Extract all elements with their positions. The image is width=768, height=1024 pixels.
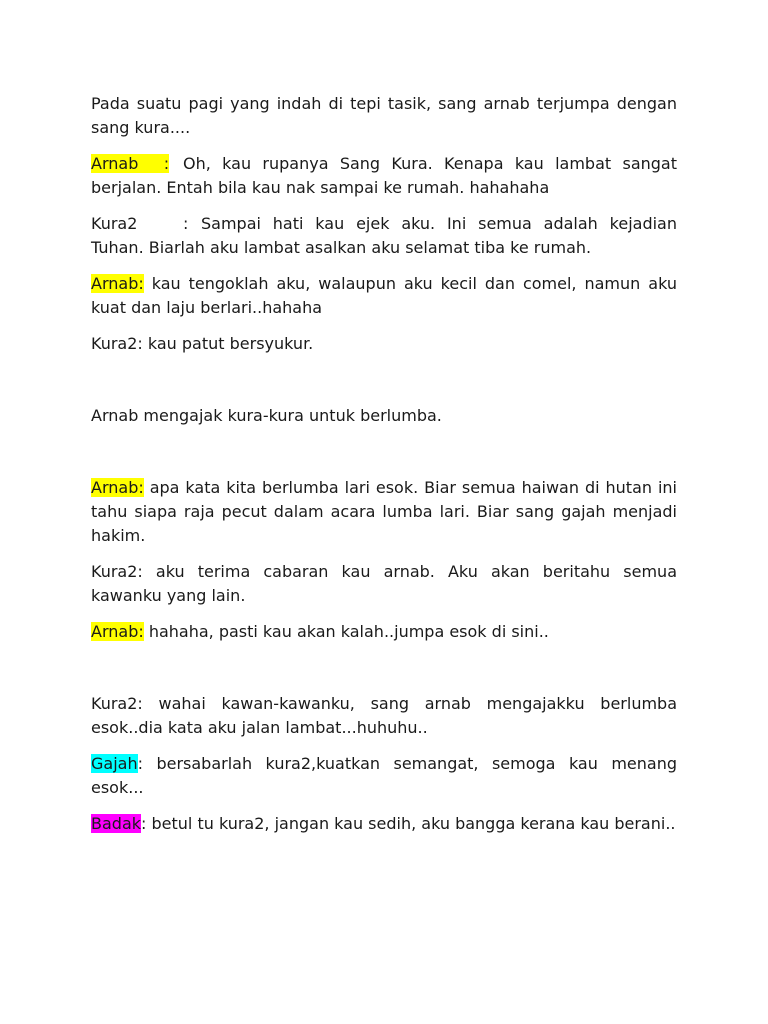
speaker-badak: Badak [91,814,142,833]
paragraph-kura-1 [91,212,677,260]
speaker-colon: : [163,154,170,173]
dialogue-text: : bersabarlah kura2,kuatkan semangat, semoga kau menang esok... [91,754,677,797]
dialogue-text: Oh, kau rupanya Sang Kura. Kenapa kau lambat sangat berjalan. Entah bila kau nak sampai ke rumah. hahahaha [91,154,677,197]
paragraph-arnab-4 [91,620,677,644]
dialogue-text: apa kata kita berlumba lari esok. Biar semua haiwan di hutan ini tahu siapa raja pecut dalam acara lumba lari. Biar sang gajah menjadi hakim. [91,478,677,545]
paragraph-gajah [91,752,677,800]
paragraph-kura-3: Kura2: aku terima cabaran kau arnab. Aku akan beritahu semua kawanku yang lain. [91,562,677,605]
speaker-arnab: Arnab: [91,478,144,497]
speaker-arnab: Arnab: [91,274,144,293]
paragraph-narration: Arnab mengajak kura-kura untuk berlumba. [91,406,442,425]
document-page [91,92,677,836]
paragraph-arnab-3 [91,476,677,548]
paragraph-arnab-1 [91,152,677,200]
speaker-gajah: Gajah [91,754,138,773]
paragraph-kura-4: Kura2: wahai kawan-kawanku, sang arnab mengajakku berlumba esok..dia kata aku jalan lambat...huhuhu.. [91,694,677,737]
dialogue-text: hahaha, pasti kau akan kalah..jumpa esok di sini.. [143,622,549,641]
paragraph-kura-2: Kura2: kau patut bersyukur. [91,334,314,353]
speaker-kura: Kura2 [91,214,138,233]
speaker-arnab: Arnab: [91,622,144,641]
dialogue-text: : betul tu kura2, jangan kau sedih, aku bangga kerana kau berani.. [141,814,676,833]
speaker-arnab: Arnab [91,154,139,173]
dialogue-text: kau tengoklah aku, walaupun aku kecil dan comel, namun aku kuat dan laju berlari..hahaha [91,274,677,317]
speaker-arnab-highlight [91,154,169,173]
paragraph-badak [91,812,677,836]
paragraph-arnab-2 [91,272,677,320]
paragraph-intro: Pada suatu pagi yang indah di tepi tasik, sang arnab terjumpa dengan sang kura.... [91,94,677,137]
dialogue-text: Sampai hati kau ejek aku. Ini semua adalah kejadian Tuhan. Biarlah aku lambat asalkan aku selamat tiba ke rumah. [91,214,677,257]
speaker-colon: : [183,214,189,233]
